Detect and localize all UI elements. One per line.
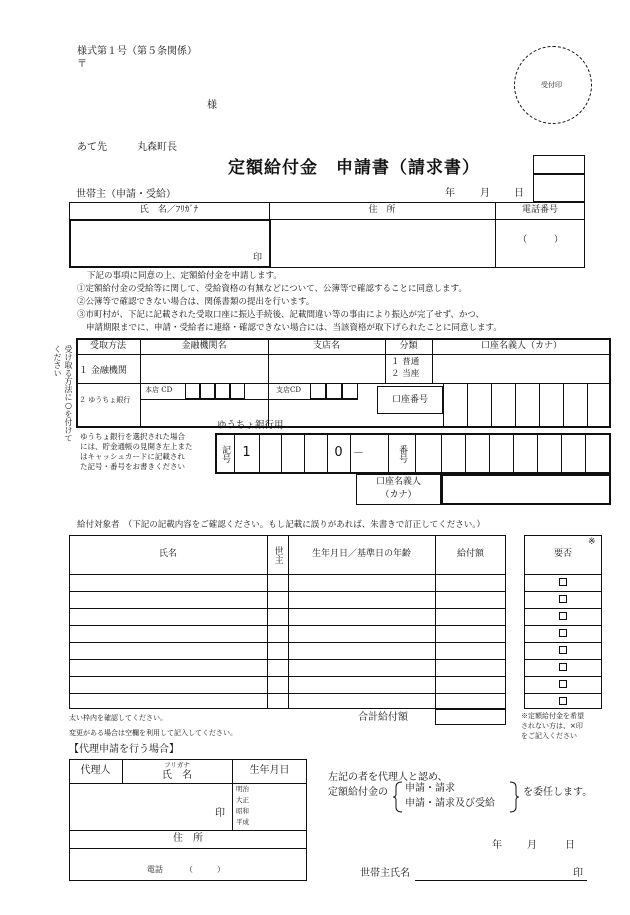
note-right-0: ※定額給付金を希望 — [521, 712, 584, 720]
yucho-kigou-field[interactable] — [260, 434, 326, 473]
signature-seal: 印 — [573, 868, 583, 879]
applicant-phone-header: 電話番号 — [521, 205, 558, 216]
need-asterisk: ※ — [588, 537, 596, 547]
applicant-address-field[interactable] — [270, 219, 495, 268]
proxy-agent-label: 代理人 — [80, 765, 111, 777]
proxy-address-label: 住 所 — [173, 833, 203, 845]
beneficiaries-header-amount: 給付額 — [456, 549, 484, 560]
yucho-note-1: には、貯金通帳の見開き左上また — [80, 442, 193, 451]
form-number: 様式第１号（第５条関係） — [77, 46, 197, 57]
left-brace-icon — [392, 781, 404, 813]
applicant-address-header: 住 所 — [368, 205, 396, 216]
delegation-line-1: 左記の者を代理人と認め、 — [328, 772, 448, 783]
consent-line-1: ①定額給付金の受給等に関して、受給資格の有無などについて、公簿等で確認することに同意します。 — [77, 284, 467, 294]
yucho-kigou-digit-1: 1 — [242, 445, 251, 461]
need-header: 要否 — [553, 549, 572, 560]
bank-header-holder: 口座名義人（カナ） — [480, 340, 562, 351]
note-left-1: 変更がある場合は空欄を利用して記入してください。 — [69, 729, 237, 737]
applicant-phone-parens: （ ） — [518, 235, 564, 245]
consent-line-4: 申請期限までに、申請・受給者に連絡・確認できない場合には、当該資格が取下げられたことに同意します。 — [86, 323, 502, 333]
honten-cd-label: 本店 CD — [145, 386, 173, 394]
total-amount-field[interactable] — [435, 709, 506, 725]
method-option-yucho[interactable]: ２ ゆうちょ銀行 — [79, 396, 131, 404]
yucho-holder-kana: （カナ） — [380, 490, 417, 500]
bank-header-institution: 金融機関名 — [181, 340, 227, 351]
delegation-option-2[interactable]: 申請・請求及び受給 — [405, 798, 495, 809]
era-taisho[interactable]: 大正 — [236, 796, 249, 804]
date-year: 年 — [445, 188, 455, 199]
yucho-note-2: はキャッシュカードに記載され — [80, 452, 185, 461]
household-head-label: 世帯主（申請・受給） — [76, 189, 176, 200]
shiten-cd-digit[interactable] — [342, 383, 358, 399]
need-checkbox[interactable] — [559, 629, 567, 637]
proxy-phone-parens: （ ） — [185, 865, 225, 874]
classify-touza[interactable]: ２ 当座 — [391, 369, 420, 379]
bank-header-branch: 支店名 — [312, 340, 340, 351]
reception-stamp-label: 受付印 — [541, 81, 562, 89]
account-number-field[interactable] — [444, 384, 610, 427]
proxy-date-year: 年 — [492, 840, 502, 851]
signature-line — [415, 880, 587, 881]
page-title: 定額給付金 申請書（請求書） — [228, 158, 480, 178]
yucho-holder-label: 口座名義人 — [375, 477, 421, 487]
proxy-date-month: 月 — [527, 840, 537, 851]
right-brace-icon — [508, 781, 520, 813]
shiten-cd-digit[interactable] — [310, 383, 326, 399]
classify-futsu[interactable]: １ 普通 — [391, 357, 420, 367]
signature-field[interactable] — [415, 862, 570, 879]
need-checkbox[interactable] — [559, 578, 567, 586]
signature-label: 世帯主氏名 — [360, 868, 410, 879]
era-heisei[interactable]: 平成 — [236, 818, 249, 826]
addressee-label: あて先 — [77, 142, 107, 153]
proxy-heading: 【代理申請を行う場合】 — [69, 744, 179, 755]
proxy-address-field[interactable] — [70, 849, 306, 880]
date-month: 月 — [480, 188, 490, 199]
reference-box[interactable] — [533, 155, 585, 174]
total-label: 合計給付額 — [358, 712, 408, 723]
yucho-note-0: ゆうちょ銀行を選択された場合 — [80, 432, 185, 441]
yucho-holder-field[interactable] — [441, 474, 611, 505]
delegation-option-1[interactable]: 申請・請求 — [405, 783, 455, 794]
proxy-furigana-label: フリガナ — [164, 761, 190, 769]
era-showa[interactable]: 昭和 — [236, 807, 249, 815]
note-right-2: をご記入ください — [521, 732, 577, 740]
yucho-bangou-label: 番号 — [397, 444, 408, 463]
bank-header-classify: 分類 — [399, 340, 418, 351]
yucho-bangou-field[interactable] — [416, 434, 610, 473]
consent-line-0: 下記の事項に同意の上、定額給付金を申請します。 — [87, 271, 282, 281]
method-option-bank[interactable]: １ 金融機関 — [79, 366, 127, 376]
need-checkbox[interactable] — [559, 663, 567, 671]
note-left-0: 太い枠内を確認してください。 — [69, 714, 167, 722]
bank-header-method: 受取方法 — [89, 340, 126, 351]
proxy-birth-label: 生年月日 — [249, 765, 290, 777]
yucho-note-3: た記号・番号をお書きください — [80, 462, 185, 471]
need-checkbox[interactable] — [559, 612, 567, 620]
beneficiaries-header-head: 世主 — [272, 545, 283, 564]
need-checkbox[interactable] — [559, 680, 567, 688]
beneficiaries-rows[interactable] — [70, 575, 505, 708]
proxy-seal: 印 — [215, 808, 225, 819]
proxy-phone-label: 電話 — [147, 865, 163, 874]
note-right-1: されない方は、×印 — [521, 722, 583, 730]
yucho-kigou-digit-0: 0 — [334, 445, 343, 461]
yucho-label: ゆうちょ銀行用 — [217, 420, 284, 431]
need-checkbox[interactable] — [559, 697, 567, 705]
delegation-line-3: を委任します。 — [523, 787, 593, 798]
honten-cd-digit[interactable] — [215, 383, 230, 399]
need-checkbox[interactable] — [559, 646, 567, 654]
delegation-line-2: 定額給付金の — [328, 787, 388, 798]
account-number-label: 口座番号 — [391, 394, 428, 405]
need-checkbox[interactable] — [559, 595, 567, 603]
yucho-kigou-label: 記号 — [220, 444, 231, 463]
postal-mark: 〒 — [77, 59, 87, 70]
beneficiaries-header-birth: 生年月日／基準日の年齢 — [311, 549, 411, 560]
date-day: 日 — [514, 188, 524, 199]
institution-name-field[interactable] — [141, 355, 267, 382]
consent-line-2: ②公簿等で確認できない場合は、関係書類の提出を行います。 — [77, 297, 315, 307]
honten-cd-digit[interactable] — [230, 383, 245, 399]
account-holder-field[interactable] — [433, 355, 610, 382]
branch-name-field[interactable] — [269, 355, 384, 382]
beneficiaries-intro: 給付対象者 （下記の記載内容をご確認ください。もし記載に誤りがあれば、朱書きで訂正してください。） — [77, 520, 486, 530]
side-note: 受け取る方法に○を付けてください — [53, 345, 73, 442]
beneficiaries-header-name: 氏名 — [158, 549, 177, 560]
honorific: 様 — [207, 100, 217, 111]
shiten-cd-label: 支店CD — [276, 386, 301, 394]
applicant-seal: 印 — [253, 253, 263, 263]
applicant-phone-field[interactable] — [496, 219, 585, 268]
proxy-name-label: 氏 名 — [162, 770, 192, 781]
consent-line-3: ③市町村が、下記に記載された受取口座に振込手続後、記載間違い等の事由により振込が完了せず、かつ、 — [77, 310, 484, 320]
shiten-cd-digit[interactable] — [326, 383, 342, 399]
proxy-date-day: 日 — [565, 840, 575, 851]
era-meiji[interactable]: 明治 — [236, 785, 249, 793]
reference-box-2[interactable] — [533, 174, 585, 202]
proxy-name-field[interactable] — [70, 784, 231, 829]
honten-cd-digit[interactable] — [185, 383, 200, 399]
applicant-name-header: 氏 名／ﾌﾘｶﾞﾅ — [139, 205, 199, 216]
applicant-name-field[interactable] — [69, 219, 271, 268]
honten-cd-digit[interactable] — [200, 383, 215, 399]
yucho-dash: － — [353, 446, 364, 460]
addressee-name: 丸森町長 — [137, 142, 177, 153]
